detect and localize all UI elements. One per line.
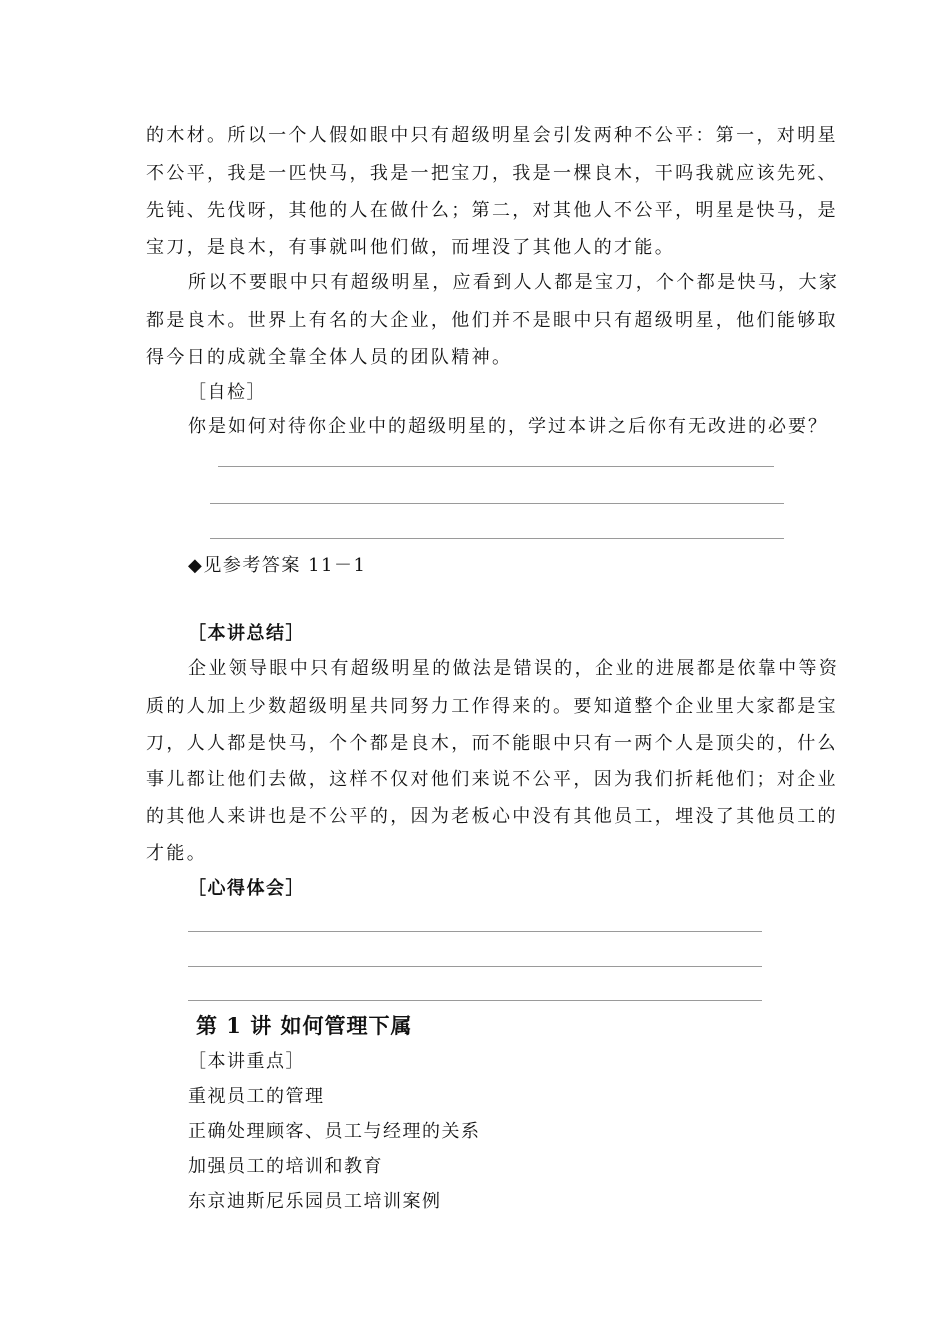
paragraph-line: 宝刀，是良木，有事就叫他们做，而埋没了其他人的才能。 [146,237,676,258]
paragraph-line: 事儿都让他们去做，这样不仅对他们来说不公平，因为我们折耗他们；对企业 [146,769,838,790]
paragraph-line: 得今日的成就全靠全体人员的团队精神。 [146,347,513,368]
paragraph-line: 才能。 [146,843,208,864]
answer-line [210,503,784,504]
paragraph-line: 先钝、先伐呀，其他的人在做什么；第二，对其他人不公平，明星是快马，是 [146,200,838,221]
summary-heading: ［本讲总结］ [188,623,305,644]
reflection-line [188,1000,762,1001]
answer-reference: ◆见参考答案 11－1 [188,555,367,576]
paragraph-line: 刀，人人都是快马，个个都是良木，而不能眼中只有一两个人是顶尖的，什么 [146,733,838,754]
key-points-label: ［本讲重点］ [188,1051,305,1072]
paragraph-line: 质的人加上少数超级明星共同努力工作得来的。要知道整个企业里大家都是宝 [146,696,838,717]
paragraph-line: 不公平，我是一匹快马，我是一把宝刀，我是一棵良木，干吗我就应该先死、 [146,163,838,184]
lecture-title: 第 1 讲 如何管理下属 [196,1013,413,1038]
paragraph-line: 企业领导眼中只有超级明星的做法是错误的，企业的进展都是依靠中等资 [188,658,840,679]
paragraph-line: 的其他人来讲也是不公平的，因为老板心中没有其他员工，埋没了其他员工的 [146,806,838,827]
key-point-item: 重视员工的管理 [188,1086,325,1107]
key-point-item: 正确处理顾客、员工与经理的关系 [188,1121,481,1142]
reflection-heading: ［心得体会］ [188,878,305,899]
paragraph-line: 的木材。所以一个人假如眼中只有超级明星会引发两种不公平：第一，对明星 [146,125,838,146]
self-check-question: 你是如何对待你企业中的超级明星的，学过本讲之后你有无改进的必要？ [188,416,828,437]
reflection-line [188,931,762,932]
reflection-line [188,966,762,967]
paragraph-line: 都是良木。世界上有名的大企业，他们并不是眼中只有超级明星，他们能够取 [146,310,838,331]
key-point-item: 东京迪斯尼乐园员工培训案例 [188,1191,442,1212]
answer-line [210,538,784,539]
key-point-item: 加强员工的培训和教育 [188,1156,383,1177]
paragraph-line: 所以不要眼中只有超级明星，应看到人人都是宝刀，个个都是快马，大家 [188,272,840,293]
self-check-label: ［自检］ [188,382,266,403]
answer-line [218,466,774,467]
